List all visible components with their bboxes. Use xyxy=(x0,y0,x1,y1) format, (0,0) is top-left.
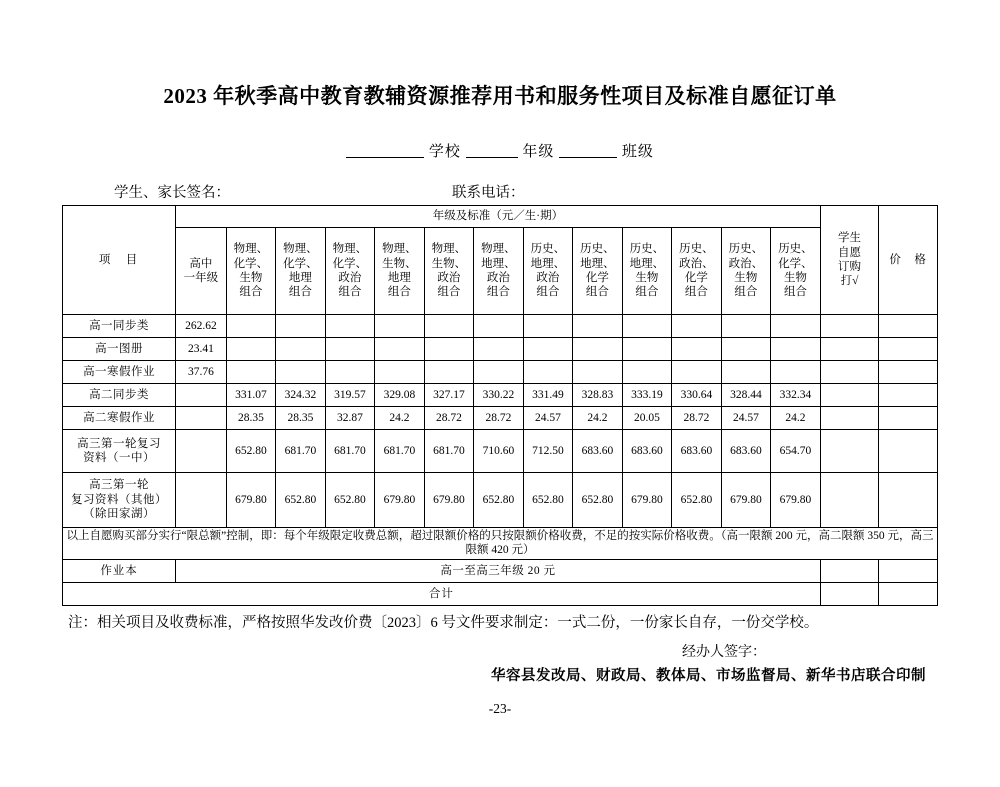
header-student-choice: 学生 自愿 订购 打√ xyxy=(820,206,879,315)
cell-price[interactable] xyxy=(879,407,938,430)
cell-combo-1 xyxy=(276,338,326,361)
cell-student-choice[interactable] xyxy=(820,559,879,582)
cell-combo-3 xyxy=(375,361,425,384)
cell-combo-3: 329.08 xyxy=(375,384,425,407)
cell-student-choice[interactable] xyxy=(820,361,879,384)
footnote: 注：相关项目及收费标准，严格按照华发改价费〔2023〕6 号文件要求制定：一式二份，一份家长自存，一份交学校。 xyxy=(68,614,819,631)
row-label: 高三第一轮复习 资料（一中） xyxy=(63,430,176,473)
cell-combo-9: 652.80 xyxy=(672,473,722,528)
cell-combo-5 xyxy=(474,361,524,384)
row-label: 高二同步类 xyxy=(63,384,176,407)
cell-combo-4: 327.17 xyxy=(424,384,474,407)
cell-grade1: 23.41 xyxy=(176,338,227,361)
table-row xyxy=(63,338,938,361)
cell-grade1: 262.62 xyxy=(176,315,227,338)
row-label: 高一寒假作业 xyxy=(63,361,176,384)
table-header-band-row xyxy=(63,206,938,228)
cell-combo-7: 24.2 xyxy=(573,407,623,430)
cell-combo-10 xyxy=(721,315,771,338)
cell-combo-0: 28.35 xyxy=(226,407,276,430)
cell-combo-6: 712.50 xyxy=(523,430,573,473)
cell-combo-4 xyxy=(424,338,474,361)
header-band: 年级及标准（元／生·期） xyxy=(176,206,821,228)
cell-combo-2: 32.87 xyxy=(325,407,375,430)
header-item: 项 目 xyxy=(63,206,176,315)
cell-combo-9: 28.72 xyxy=(672,407,722,430)
cell-combo-10: 679.80 xyxy=(721,473,771,528)
cell-combo-1 xyxy=(276,361,326,384)
cell-combo-1: 652.80 xyxy=(276,473,326,528)
cell-student-choice[interactable] xyxy=(820,384,879,407)
cell-combo-11: 679.80 xyxy=(771,473,821,528)
cell-combo-11 xyxy=(771,338,821,361)
cell-combo-0 xyxy=(226,315,276,338)
header-combo-3: 物理、 生物、 地理 组合 xyxy=(375,228,425,315)
table-row xyxy=(63,315,938,338)
cell-combo-2: 681.70 xyxy=(325,430,375,473)
cell-combo-6: 652.80 xyxy=(523,473,573,528)
cell-price[interactable] xyxy=(879,430,938,473)
class-blank[interactable] xyxy=(559,142,617,158)
header-combo-6: 历史、 地理、 政治 组合 xyxy=(523,228,573,315)
cell-combo-11 xyxy=(771,315,821,338)
limit-note: 以上自愿购买部分实行“限总额”控制，即：每个年级限定收费总额，超过限额价格的只按限额价格收费，不足的按实际价格收费。（高一限额 200 元，高二限额 350 元，高三限额 420 元） xyxy=(63,528,938,560)
document-page xyxy=(0,80,1000,787)
cell-combo-9: 683.60 xyxy=(672,430,722,473)
cell-combo-9 xyxy=(672,315,722,338)
contact-phone-label: 联系电话： xyxy=(452,185,525,201)
header-combo-10: 历史、 政治、 生物 组合 xyxy=(721,228,771,315)
homework-label: 作业本 xyxy=(63,559,176,582)
header-combo-8: 历史、 地理、 生物 组合 xyxy=(622,228,672,315)
cell-combo-0: 331.07 xyxy=(226,384,276,407)
cell-combo-0 xyxy=(226,361,276,384)
cell-combo-6 xyxy=(523,338,573,361)
cell-combo-7 xyxy=(573,361,623,384)
cell-combo-7 xyxy=(573,338,623,361)
cell-combo-3: 679.80 xyxy=(375,473,425,528)
cell-combo-10: 328.44 xyxy=(721,384,771,407)
page-title: 2023 年秋季高中教育教辅资源推荐用书和服务性项目及标准自愿征订单 xyxy=(163,84,837,108)
cell-combo-5 xyxy=(474,315,524,338)
cell-combo-8: 683.60 xyxy=(622,430,672,473)
cell-combo-1: 324.32 xyxy=(276,384,326,407)
table-header-combos-row xyxy=(63,228,938,315)
table-row xyxy=(63,407,938,430)
header-combo-7: 历史、 地理、 化学 组合 xyxy=(573,228,623,315)
cell-combo-8: 679.80 xyxy=(622,473,672,528)
cell-combo-6: 331.49 xyxy=(523,384,573,407)
cell-combo-0: 652.80 xyxy=(226,430,276,473)
header-combo-11: 历史、 化学、 生物 组合 xyxy=(771,228,821,315)
row-label: 高二寒假作业 xyxy=(63,407,176,430)
page-number: -23- xyxy=(488,700,512,716)
cell-combo-5: 710.60 xyxy=(474,430,524,473)
row-label: 高一图册 xyxy=(63,338,176,361)
cell-student-choice[interactable] xyxy=(820,338,879,361)
header-combo-2: 物理、 化学、 政治 组合 xyxy=(325,228,375,315)
table-row xyxy=(63,361,938,384)
table-row xyxy=(63,473,938,528)
table-row xyxy=(63,430,938,473)
school-blank[interactable] xyxy=(346,142,424,158)
cell-combo-2: 652.80 xyxy=(325,473,375,528)
cell-price[interactable] xyxy=(879,361,938,384)
cell-combo-4: 28.72 xyxy=(424,407,474,430)
cell-combo-11: 654.70 xyxy=(771,430,821,473)
cell-student-choice[interactable] xyxy=(820,315,879,338)
cell-combo-4 xyxy=(424,315,474,338)
homework-value: 高一至高三年级 20 元 xyxy=(176,559,821,582)
grade-blank[interactable] xyxy=(466,142,518,158)
cell-combo-4 xyxy=(424,361,474,384)
cell-combo-4: 681.70 xyxy=(424,430,474,473)
cell-combo-5: 652.80 xyxy=(474,473,524,528)
cell-combo-9 xyxy=(672,361,722,384)
cell-combo-0 xyxy=(226,338,276,361)
cell-combo-5: 330.22 xyxy=(474,384,524,407)
cell-combo-2: 319.57 xyxy=(325,384,375,407)
cell-combo-5 xyxy=(474,338,524,361)
cell-combo-6 xyxy=(523,315,573,338)
cell-combo-8 xyxy=(622,315,672,338)
total-price[interactable] xyxy=(879,582,938,605)
cell-combo-6: 24.57 xyxy=(523,407,573,430)
cell-combo-1: 681.70 xyxy=(276,430,326,473)
cell-price[interactable] xyxy=(879,559,938,582)
limit-note-row xyxy=(63,528,938,560)
cell-combo-10: 24.57 xyxy=(721,407,771,430)
header-grade1: 高中 一年级 xyxy=(176,228,227,315)
school-label: 学校 xyxy=(428,144,461,160)
cell-combo-6 xyxy=(523,361,573,384)
cell-combo-8: 333.19 xyxy=(622,384,672,407)
cell-combo-10 xyxy=(721,338,771,361)
cell-price[interactable] xyxy=(879,384,938,407)
cell-combo-7: 652.80 xyxy=(573,473,623,528)
table-row xyxy=(63,384,938,407)
header-combo-5: 物理、 地理、 政治 组合 xyxy=(474,228,524,315)
signer-label: 经办人签字： xyxy=(682,644,766,660)
cell-combo-7: 683.60 xyxy=(573,430,623,473)
cell-combo-11: 332.34 xyxy=(771,384,821,407)
cell-combo-2 xyxy=(325,361,375,384)
cell-combo-0: 679.80 xyxy=(226,473,276,528)
cell-student-choice[interactable] xyxy=(820,430,879,473)
cell-combo-7: 328.83 xyxy=(573,384,623,407)
header-combo-4: 物理、 生物、 政治 组合 xyxy=(424,228,474,315)
cell-student-choice[interactable] xyxy=(820,407,879,430)
cell-combo-8: 20.05 xyxy=(622,407,672,430)
homework-row xyxy=(63,559,938,582)
cell-combo-4: 679.80 xyxy=(424,473,474,528)
cell-grade1 xyxy=(176,384,227,407)
row-label: 高一同步类 xyxy=(63,315,176,338)
student-parent-signature-label: 学生、家长签名： xyxy=(114,185,230,201)
cell-combo-5: 28.72 xyxy=(474,407,524,430)
cell-grade1 xyxy=(176,473,227,528)
cell-combo-3 xyxy=(375,338,425,361)
cell-combo-1 xyxy=(276,315,326,338)
total-row xyxy=(63,582,938,605)
cell-price[interactable] xyxy=(879,338,938,361)
cell-grade1 xyxy=(176,430,227,473)
cell-grade1: 37.76 xyxy=(176,361,227,384)
cell-combo-8 xyxy=(622,361,672,384)
cell-combo-10 xyxy=(721,361,771,384)
cell-price[interactable] xyxy=(879,473,938,528)
cell-combo-3: 24.2 xyxy=(375,407,425,430)
cell-combo-11: 24.2 xyxy=(771,407,821,430)
order-table xyxy=(62,205,938,606)
header-combo-0: 物理、 化学、 生物 组合 xyxy=(226,228,276,315)
signature-row xyxy=(62,181,938,201)
header-combo-9: 历史、 政治、 化学 组合 xyxy=(672,228,722,315)
issuer-line: 华容县发改局、财政局、教体局、市场监督局、新华书店联合印制 xyxy=(491,667,926,684)
header-combo-1: 物理、 化学、 地理 组合 xyxy=(276,228,326,315)
cell-combo-8 xyxy=(622,338,672,361)
cell-combo-11 xyxy=(771,361,821,384)
cell-combo-1: 28.35 xyxy=(276,407,326,430)
cell-price[interactable] xyxy=(879,315,938,338)
fill-in-line xyxy=(62,140,938,161)
class-label: 班级 xyxy=(621,144,654,160)
grade-label: 年级 xyxy=(522,144,555,160)
cell-combo-7 xyxy=(573,315,623,338)
row-label: 高三第一轮 复习资料（其他） （除田家湖） xyxy=(63,473,176,528)
total-label: 合计 xyxy=(63,582,821,605)
cell-combo-9 xyxy=(672,338,722,361)
cell-combo-10: 683.60 xyxy=(721,430,771,473)
cell-combo-9: 330.64 xyxy=(672,384,722,407)
cell-grade1 xyxy=(176,407,227,430)
cell-student-choice[interactable] xyxy=(820,473,879,528)
cell-combo-2 xyxy=(325,315,375,338)
cell-combo-2 xyxy=(325,338,375,361)
cell-combo-3: 681.70 xyxy=(375,430,425,473)
header-price: 价 格 xyxy=(879,206,938,315)
total-student-choice[interactable] xyxy=(820,582,879,605)
cell-combo-3 xyxy=(375,315,425,338)
